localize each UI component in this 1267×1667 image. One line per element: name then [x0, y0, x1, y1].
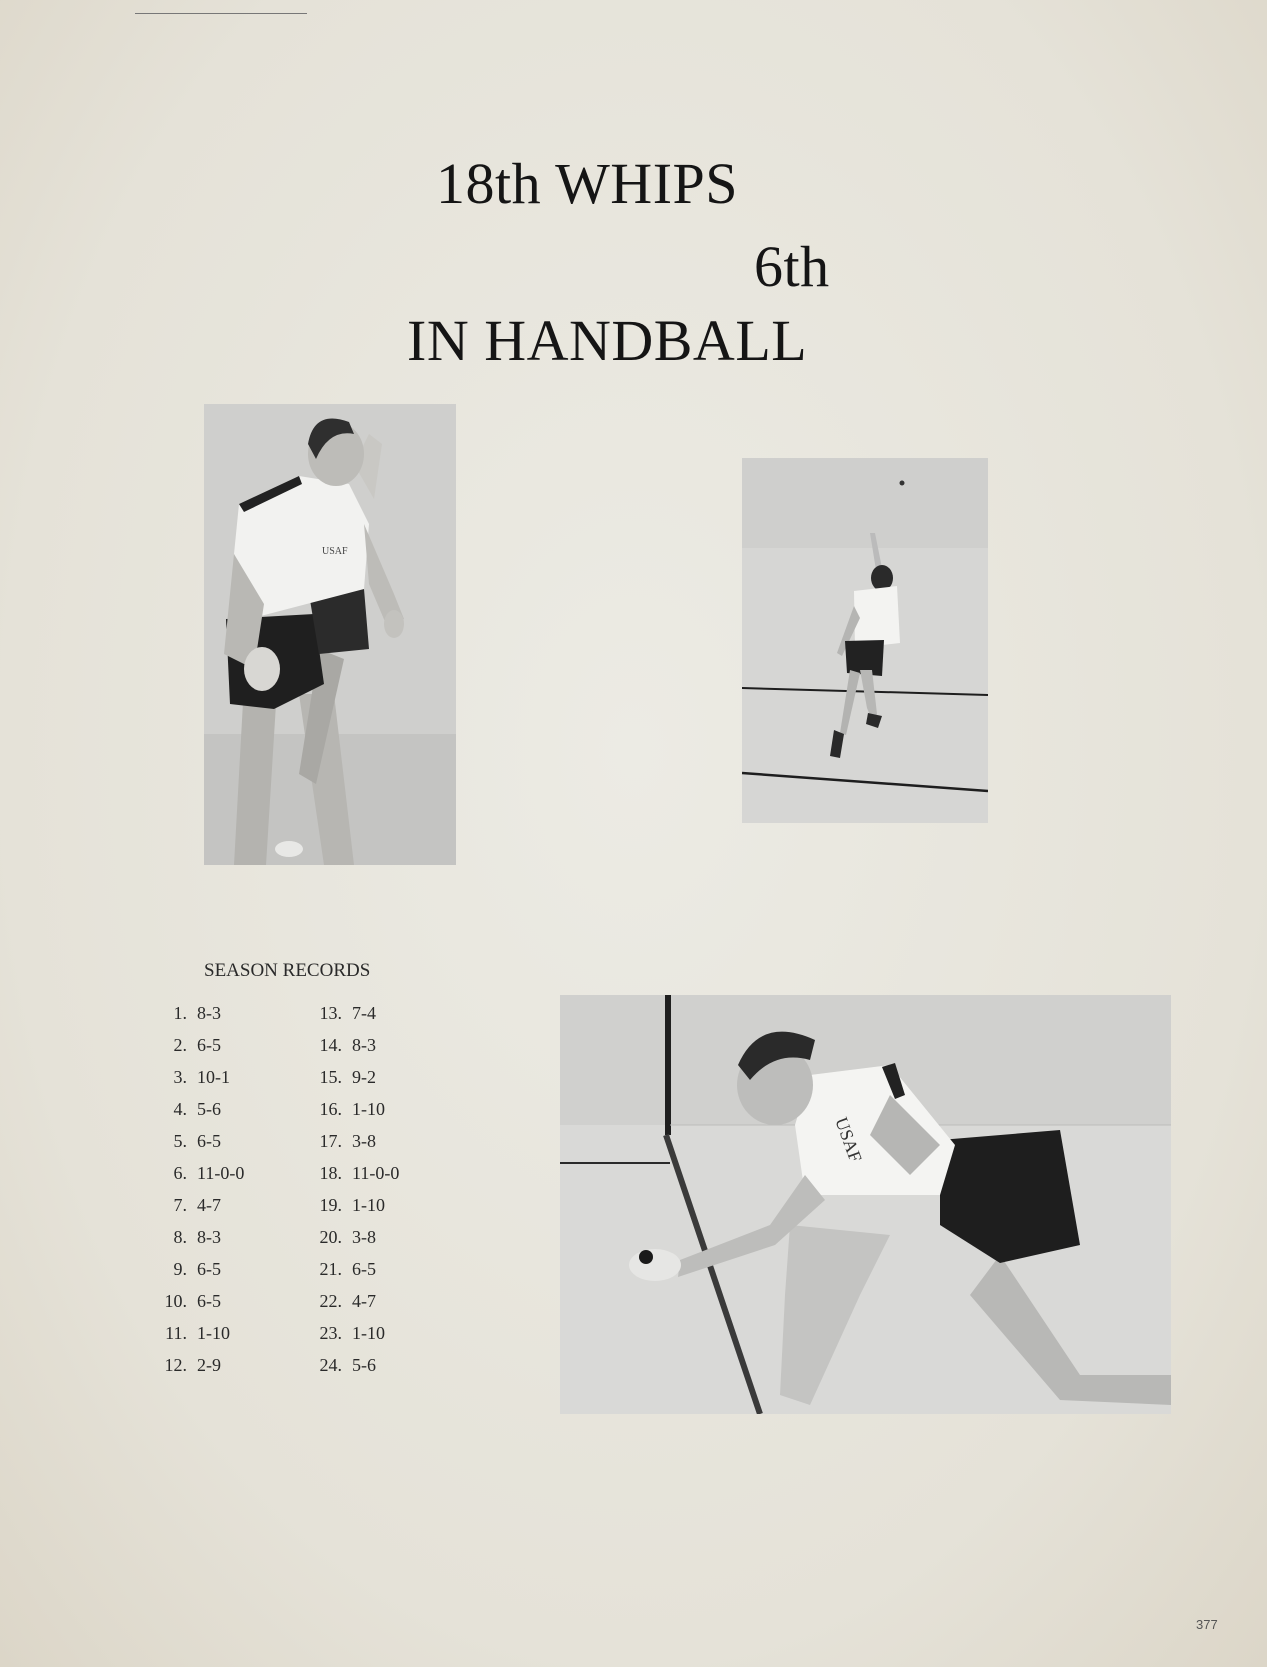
record-value: 4-7: [197, 1195, 221, 1215]
record-value: 8-3: [352, 1035, 376, 1055]
record-value: 5-6: [197, 1099, 221, 1119]
record-row: [155, 1099, 221, 1120]
records-heading: SEASON RECORDS: [204, 960, 371, 981]
record-value: 6-5: [197, 1291, 221, 1311]
record-number: 10.: [164, 1291, 187, 1311]
record-value: 9-2: [352, 1067, 376, 1087]
record-value: 6-5: [352, 1259, 376, 1279]
record-row: [155, 1227, 221, 1248]
record-value: 6-5: [197, 1259, 221, 1279]
shirt-print-3: USAF: [831, 1114, 866, 1165]
record-row: [310, 1099, 385, 1120]
record-value: 8-3: [197, 1227, 221, 1247]
record-number: 18.: [319, 1163, 342, 1183]
record-row: [155, 1195, 221, 1216]
record-row: [310, 1227, 376, 1248]
record-number: 19.: [319, 1195, 342, 1215]
record-row: [310, 1067, 376, 1088]
record-number: 16.: [319, 1099, 342, 1119]
record-row: [310, 1131, 376, 1152]
title-line-2: 6th: [754, 234, 830, 299]
photo-leaping-player: [742, 458, 988, 823]
record-value: 11-0-0: [197, 1163, 245, 1183]
record-row: [155, 1291, 221, 1312]
record-row: [310, 1355, 376, 1376]
record-value: 8-3: [197, 1003, 221, 1023]
record-row: [155, 1035, 221, 1056]
title-line-1: 18th WHIPS: [436, 151, 739, 216]
record-row: [310, 1035, 376, 1056]
record-number: 9.: [173, 1259, 187, 1279]
record-value: 5-6: [352, 1355, 376, 1375]
record-number: 21.: [319, 1259, 342, 1279]
record-row: [310, 1195, 385, 1216]
record-number: 7.: [173, 1195, 187, 1215]
record-row: [310, 1323, 385, 1344]
record-row: [155, 1323, 230, 1344]
record-row: [155, 1259, 221, 1280]
record-number: 8.: [173, 1227, 187, 1247]
record-value: 10-1: [197, 1067, 230, 1087]
record-row: [155, 1003, 221, 1024]
record-number: 24.: [319, 1355, 342, 1375]
record-number: 11.: [165, 1323, 187, 1343]
page-number: 377: [1196, 1617, 1218, 1632]
record-row: [310, 1291, 376, 1312]
record-value: 4-7: [352, 1291, 376, 1311]
record-number: 12.: [164, 1355, 187, 1375]
record-value: 1-10: [352, 1099, 385, 1119]
record-number: 1.: [173, 1003, 187, 1023]
record-number: 5.: [173, 1131, 187, 1151]
record-value: 3-8: [352, 1227, 376, 1247]
photo-standing-player: [204, 404, 456, 865]
record-value: 7-4: [352, 1003, 376, 1023]
record-row: [155, 1355, 221, 1376]
record-value: 1-10: [352, 1195, 385, 1215]
top-rule: [135, 13, 307, 14]
record-number: 4.: [173, 1099, 187, 1119]
record-value: 11-0-0: [352, 1163, 400, 1183]
photo-crouching-player: [560, 995, 1171, 1414]
record-row: [310, 1259, 376, 1280]
record-value: 3-8: [352, 1131, 376, 1151]
record-number: 15.: [319, 1067, 342, 1087]
record-row: [155, 1131, 221, 1152]
record-row: [155, 1067, 230, 1088]
record-number: 23.: [319, 1323, 342, 1343]
record-value: 6-5: [197, 1131, 221, 1151]
record-number: 13.: [319, 1003, 342, 1023]
record-value: 2-9: [197, 1355, 221, 1375]
title-line-3: IN HANDBALL: [407, 308, 808, 373]
record-row: [310, 1003, 376, 1024]
record-number: 6.: [173, 1163, 187, 1183]
shirt-print-1: USAF: [322, 546, 348, 557]
record-row: [310, 1163, 399, 1184]
record-number: 3.: [173, 1067, 187, 1087]
record-number: 17.: [319, 1131, 342, 1151]
record-value: 1-10: [352, 1323, 385, 1343]
record-number: 22.: [319, 1291, 342, 1311]
record-row: [155, 1163, 244, 1184]
record-number: 2.: [173, 1035, 187, 1055]
record-number: 20.: [319, 1227, 342, 1247]
record-value: 1-10: [197, 1323, 230, 1343]
record-number: 14.: [319, 1035, 342, 1055]
record-value: 6-5: [197, 1035, 221, 1055]
